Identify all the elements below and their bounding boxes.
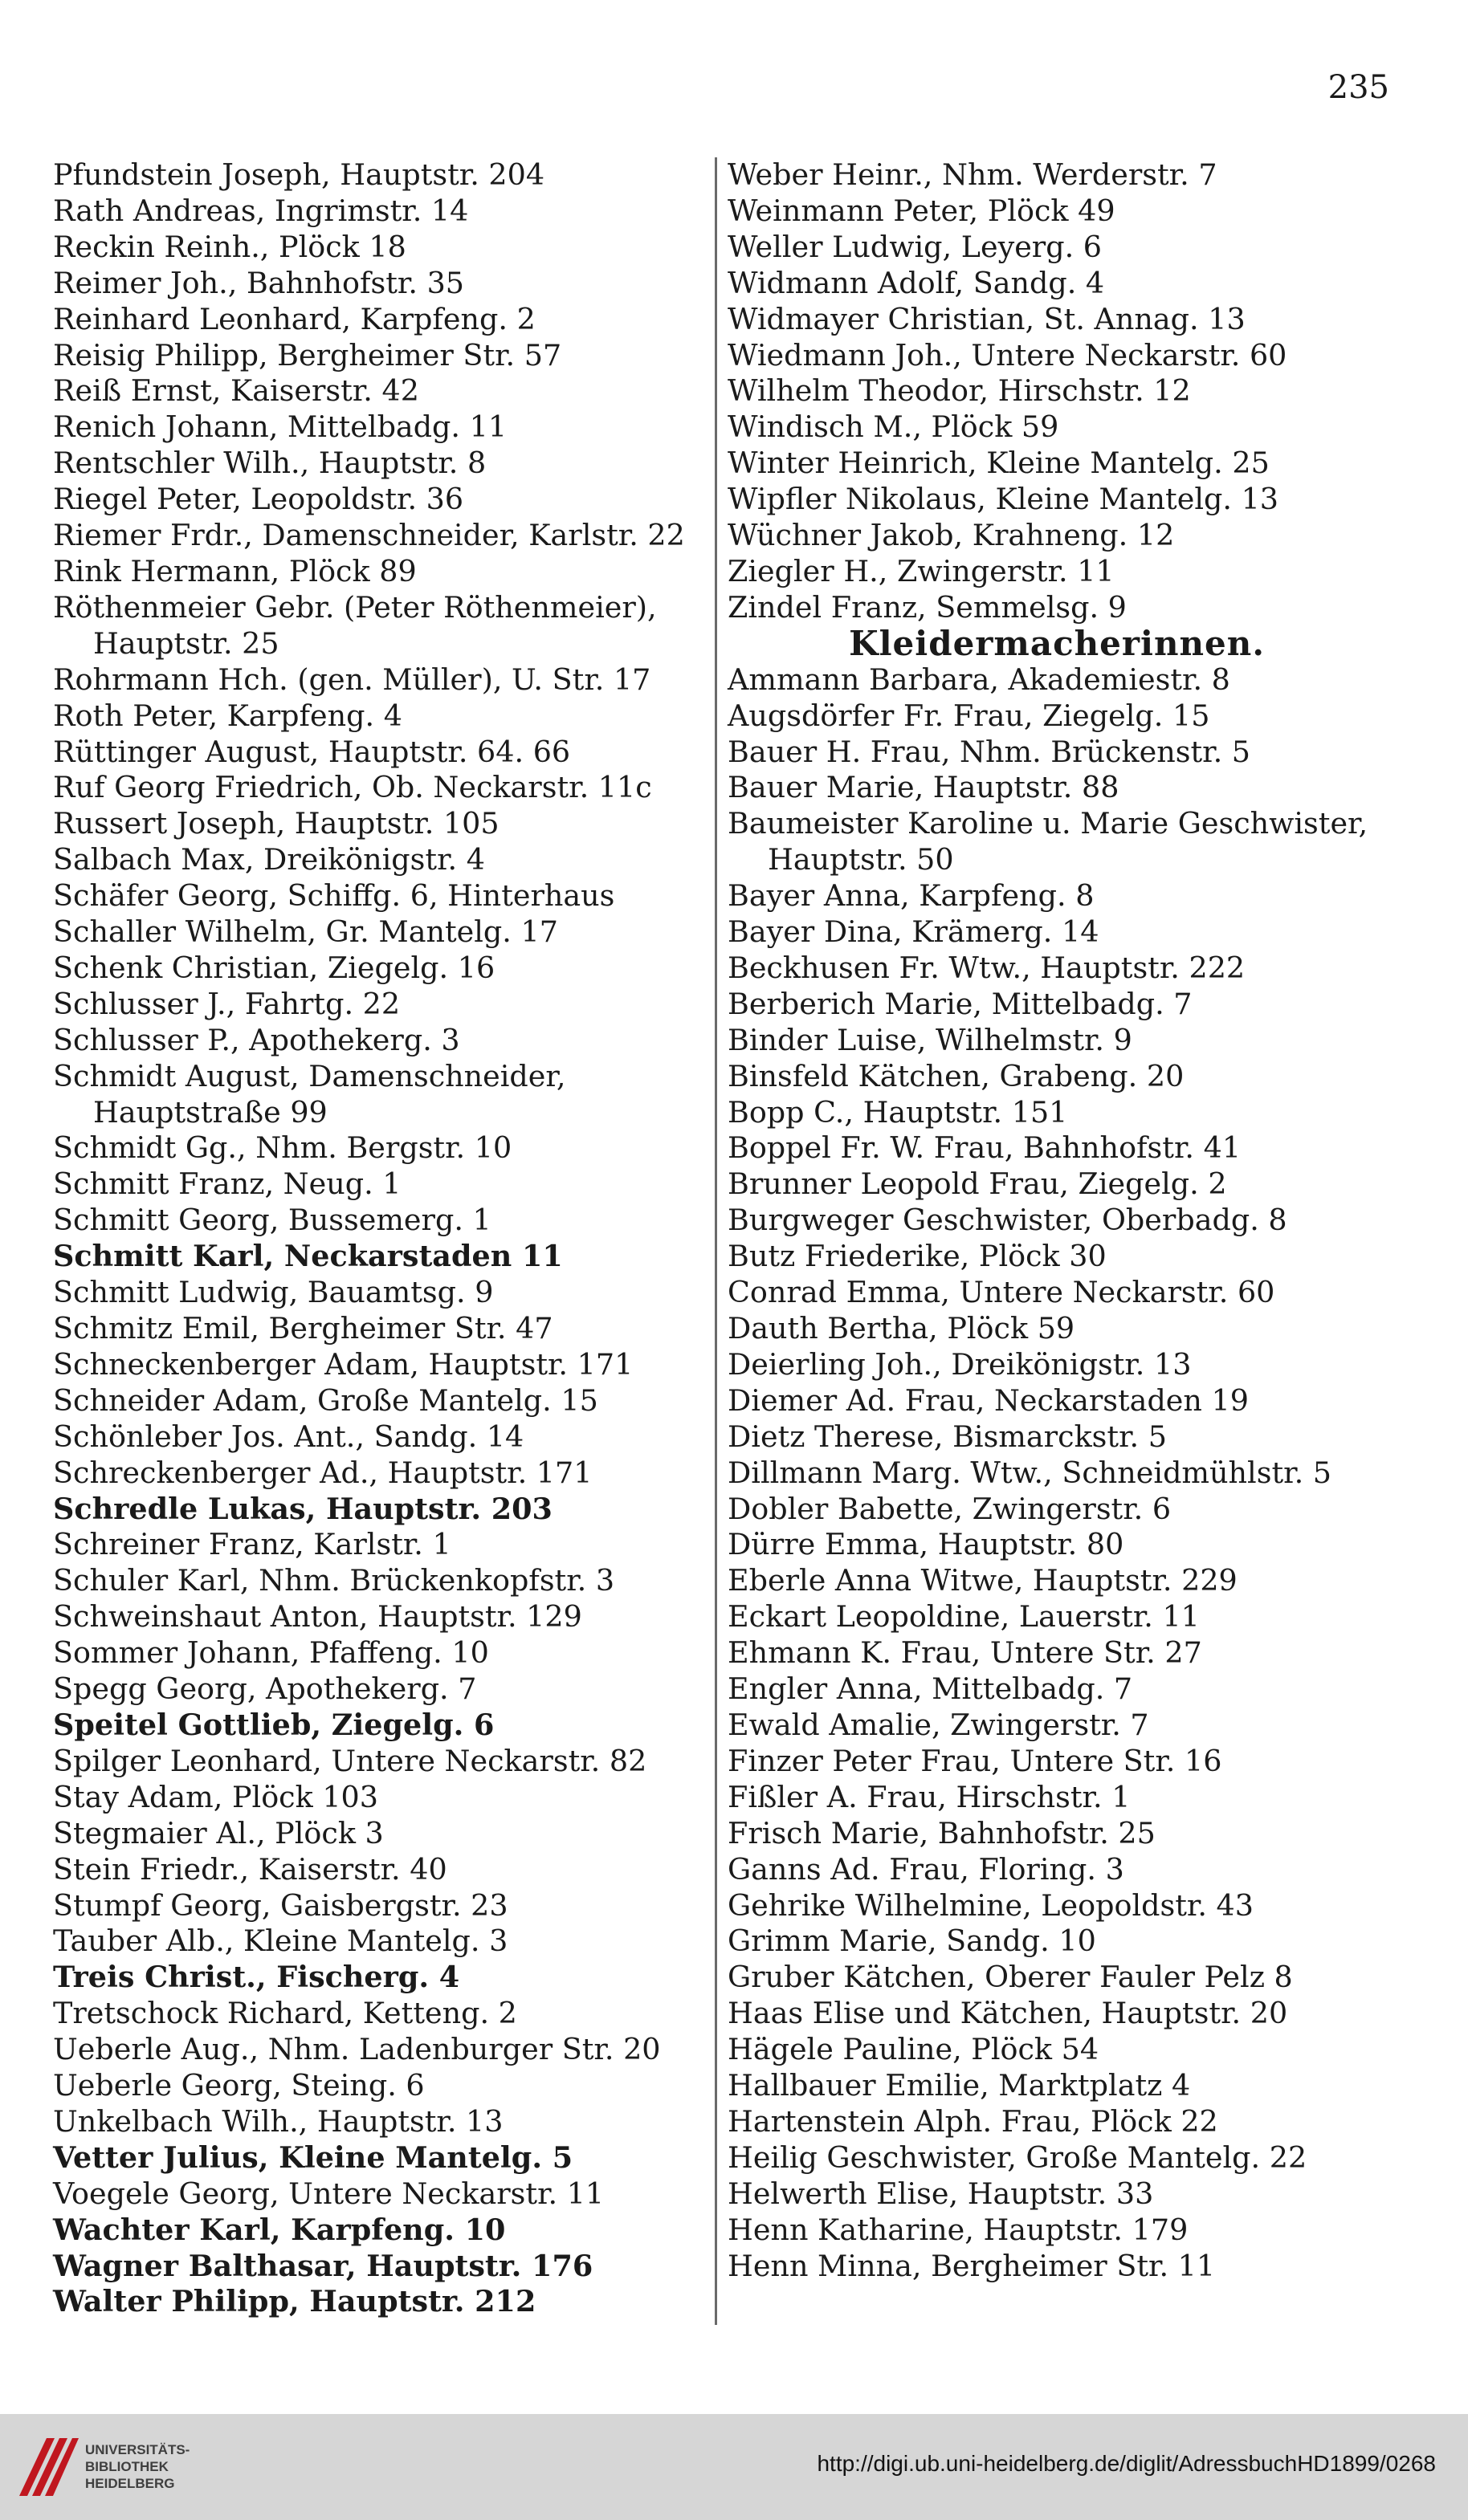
- directory-entry: Weller Ludwig, Leyerg. 6: [728, 229, 1103, 264]
- directory-entry: Treis Christ., Fischerg. 4: [53, 1960, 460, 1995]
- logo-line-1: UNIVERSITÄTS-: [85, 2442, 190, 2457]
- directory-entry: Walter Philipp, Hauptstr. 212: [53, 2284, 536, 2319]
- directory-entry: Wüchner Jakob, Krahneng. 12: [728, 518, 1175, 553]
- directory-entry: Schuler Karl, Nhm. Brückenkopfstr. 3: [53, 1563, 615, 1598]
- directory-entry: Schmidt August, Damenschneider, Hauptstraße 99: [53, 1058, 566, 1130]
- directory-entry: Rink Hermann, Plöck 89: [53, 553, 417, 588]
- directory-entry: Schweinshaut Anton, Hauptstr. 129: [53, 1599, 582, 1635]
- directory-entry: Schönleber Jos. Ant., Sandg. 14: [53, 1419, 524, 1454]
- directory-entry: Widmann Adolf, Sandg. 4: [728, 265, 1105, 300]
- directory-entry: Hallbauer Emilie, Marktplatz 4: [728, 2068, 1191, 2103]
- directory-entry: Renich Johann, Mittelbadg. 11: [53, 409, 508, 445]
- directory-entry: Bopp C., Hauptstr. 151: [728, 1094, 1068, 1130]
- directory-entry: Röthenmeier Gebr. (Peter Röthenmeier), Hauptstr. 25: [53, 589, 657, 661]
- directory-entry: Beckhusen Fr. Wtw., Hauptstr. 222: [728, 950, 1246, 985]
- directory-entry: Schenk Christian, Ziegelg. 16: [53, 950, 495, 985]
- directory-entry: Brunner Leopold Frau, Ziegelg. 2: [728, 1166, 1227, 1202]
- directory-entry: Grimm Marie, Sandg. 10: [728, 1924, 1096, 1959]
- directory-entry: Burgweger Geschwister, Oberbadg. 8: [728, 1203, 1287, 1238]
- directory-entry: Ziegler H., Zwingerstr. 11: [728, 553, 1115, 588]
- directory-entry: Schmitt Karl, Neckarstaden 11: [53, 1239, 563, 1274]
- directory-entry: Stay Adam, Plöck 103: [53, 1779, 378, 1814]
- directory-entry: Binder Luise, Wilhelmstr. 9: [728, 1022, 1132, 1057]
- source-url-link[interactable]: http://digi.ub.uni-heidelberg.de/diglit/AdressbuchHD1899/0268: [817, 2451, 1436, 2476]
- directory-entry: Frisch Marie, Bahnhofstr. 25: [728, 1815, 1156, 1850]
- directory-entry: Schaller Wilhelm, Gr. Mantelg. 17: [53, 914, 558, 950]
- right-column: [728, 157, 1386, 2284]
- directory-entry: Tauber Alb., Kleine Mantelg. 3: [53, 1924, 508, 1959]
- directory-entry: Finzer Peter Frau, Untere Str. 16: [728, 1743, 1222, 1778]
- directory-entry: Schmitt Franz, Neug. 1: [53, 1166, 402, 1202]
- directory-entry: Schäfer Georg, Schiffg. 6, Hinterhaus: [53, 878, 615, 914]
- directory-entry: Butz Friederike, Plöck 30: [728, 1239, 1107, 1274]
- directory-entry: Roth Peter, Karpfeng. 4: [53, 698, 402, 733]
- directory-entry: Berberich Marie, Mittelbadg. 7: [728, 986, 1193, 1021]
- directory-entry: Stein Friedr., Kaiserstr. 40: [53, 1851, 447, 1887]
- directory-entry: Windisch M., Plöck 59: [728, 409, 1059, 445]
- directory-entry: Zindel Franz, Semmelsg. 9: [728, 589, 1127, 625]
- directory-entry: Reimer Joh., Bahnhofstr. 35: [53, 265, 465, 300]
- directory-entry: Deierling Joh., Dreikönigstr. 13: [728, 1346, 1192, 1382]
- directory-entry: Ueberle Aug., Nhm. Ladenburger Str. 20: [53, 2032, 661, 2067]
- directory-entry: Diemer Ad. Frau, Neckarstaden 19: [728, 1382, 1249, 1418]
- directory-entry: Baumeister Karoline u. Marie Geschwister, Hauptstr. 50: [728, 806, 1368, 877]
- directory-entry: Unkelbach Wilh., Hauptstr. 13: [53, 2103, 504, 2139]
- directory-entry: Reinhard Leonhard, Karpfeng. 2: [53, 301, 536, 336]
- directory-entry: Rüttinger August, Hauptstr. 64. 66: [53, 734, 571, 769]
- page-number: 235: [1327, 69, 1389, 106]
- directory-entry: Wagner Balthasar, Hauptstr. 176: [53, 2248, 593, 2283]
- library-logo-icon: [14, 2432, 82, 2502]
- directory-entry: Speitel Gottlieb, Ziegelg. 6: [53, 1707, 495, 1742]
- directory-entry: Schneckenberger Adam, Hauptstr. 171: [53, 1346, 634, 1382]
- directory-entry: Vetter Julius, Kleine Mantelg. 5: [53, 2139, 573, 2175]
- directory-entry: Reckin Reinh., Plöck 18: [53, 229, 406, 264]
- directory-entry: Schmitt Ludwig, Bauamtsg. 9: [53, 1275, 494, 1310]
- directory-entry: Fißler A. Frau, Hirschstr. 1: [728, 1779, 1131, 1814]
- directory-entry: Weinmann Peter, Plöck 49: [728, 193, 1115, 228]
- column-divider: [715, 157, 717, 2325]
- directory-entry: Schmidt Gg., Nhm. Bergstr. 10: [53, 1130, 512, 1166]
- directory-entry: Henn Minna, Bergheimer Str. 11: [728, 2248, 1216, 2283]
- directory-entry: Binsfeld Kätchen, Grabeng. 20: [728, 1058, 1185, 1093]
- directory-entry: Spilger Leonhard, Untere Neckarstr. 82: [53, 1743, 647, 1778]
- footer-bar: [0, 2414, 1468, 2520]
- directory-entry: Widmayer Christian, St. Annag. 13: [728, 301, 1246, 336]
- directory-entry: Rath Andreas, Ingrimstr. 14: [53, 193, 469, 228]
- directory-entry: Weber Heinr., Nhm. Werderstr. 7: [728, 157, 1217, 192]
- directory-entry: Bayer Anna, Karpfeng. 8: [728, 878, 1095, 914]
- directory-entry: Schmitt Georg, Bussemerg. 1: [53, 1203, 491, 1238]
- directory-entry: Salbach Max, Dreikönigstr. 4: [53, 842, 485, 877]
- logo-line-3: HEIDELBERG: [85, 2476, 175, 2491]
- directory-entry: Dauth Bertha, Plöck 59: [728, 1311, 1075, 1345]
- directory-entry: Augsdörfer Fr. Frau, Ziegelg. 15: [728, 698, 1210, 733]
- directory-entry: Schmitz Emil, Bergheimer Str. 47: [53, 1311, 553, 1345]
- directory-entry: Eberle Anna Witwe, Hauptstr. 229: [728, 1563, 1238, 1598]
- directory-entry: Boppel Fr. W. Frau, Bahnhofstr. 41: [728, 1130, 1242, 1166]
- directory-entry: Schredle Lukas, Hauptstr. 203: [53, 1491, 553, 1526]
- directory-entry: Engler Anna, Mittelbadg. 7: [728, 1671, 1133, 1707]
- directory-entry: Henn Katharine, Hauptstr. 179: [728, 2212, 1189, 2247]
- directory-entry: Bayer Dina, Krämerg. 14: [728, 914, 1099, 950]
- directory-entry: Hartenstein Alph. Frau, Plöck 22: [728, 2103, 1218, 2139]
- directory-entry: Heilig Geschwister, Große Mantelg. 22: [728, 2139, 1307, 2175]
- directory-entry: Reisig Philipp, Bergheimer Str. 57: [53, 337, 562, 373]
- directory-entry: Stumpf Georg, Gaisbergstr. 23: [53, 1887, 508, 1923]
- directory-entry: Voegele Georg, Untere Neckarstr. 11: [53, 2176, 605, 2211]
- directory-entry: Conrad Emma, Untere Neckarstr. 60: [728, 1275, 1275, 1310]
- directory-entry: Riegel Peter, Leopoldstr. 36: [53, 482, 464, 517]
- logo-line-2: BIBLIOTHEK: [85, 2459, 169, 2474]
- directory-entry: Sommer Johann, Pfaffeng. 10: [53, 1635, 489, 1671]
- directory-entry: Schreckenberger Ad., Hauptstr. 171: [53, 1455, 593, 1490]
- directory-entry: Bauer Marie, Hauptstr. 88: [728, 770, 1119, 805]
- directory-entry: Spegg Georg, Apothekerg. 7: [53, 1671, 477, 1707]
- directory-entry: Ammann Barbara, Akademiestr. 8: [728, 662, 1230, 697]
- directory-entry: Ruf Georg Friedrich, Ob. Neckarstr. 11c: [53, 770, 652, 805]
- directory-entry: Dürre Emma, Hauptstr. 80: [728, 1527, 1124, 1562]
- directory-entry: Helwerth Elise, Hauptstr. 33: [728, 2176, 1154, 2211]
- directory-entry: Bauer H. Frau, Nhm. Brückenstr. 5: [728, 734, 1250, 769]
- directory-entry: Schlusser J., Fahrtg. 22: [53, 986, 401, 1021]
- directory-entry: Hägele Pauline, Plöck 54: [728, 2032, 1099, 2067]
- section-list: [728, 662, 1386, 2285]
- directory-entry: Ganns Ad. Frau, Floring. 3: [728, 1851, 1124, 1887]
- directory-entry: Schreiner Franz, Karlstr. 1: [53, 1527, 451, 1562]
- directory-entry: Winter Heinrich, Kleine Mantelg. 25: [728, 446, 1270, 481]
- directory-entry: Eckart Leopoldine, Lauerstr. 11: [728, 1599, 1200, 1635]
- directory-entry: Wachter Karl, Karpfeng. 10: [53, 2212, 506, 2247]
- directory-entry: Reiß Ernst, Kaiserstr. 42: [53, 373, 419, 409]
- directory-entry: Wipfler Nikolaus, Kleine Mantelg. 13: [728, 482, 1279, 517]
- directory-entry: Wilhelm Theodor, Hirschstr. 12: [728, 373, 1191, 409]
- directory-entry: Tretschock Richard, Ketteng. 2: [53, 1996, 517, 2031]
- directory-entry: Schneider Adam, Große Mantelg. 15: [53, 1382, 598, 1418]
- directory-entry: Gruber Kätchen, Oberer Fauler Pelz 8: [728, 1960, 1293, 1995]
- directory-entry: Ehmann K. Frau, Untere Str. 27: [728, 1635, 1202, 1671]
- directory-entry: Gehrike Wilhelmine, Leopoldstr. 43: [728, 1887, 1254, 1923]
- directory-entry: Schlusser P., Apothekerg. 3: [53, 1022, 460, 1057]
- library-logo-text: [85, 2441, 190, 2492]
- left-column: [53, 157, 713, 2320]
- directory-entry: Dietz Therese, Bismarckstr. 5: [728, 1419, 1167, 1454]
- directory-entry: Ueberle Georg, Steing. 6: [53, 2068, 425, 2103]
- section-heading: Kleidermacherinnen.: [849, 623, 1265, 663]
- right-column-top-list: [728, 157, 1386, 626]
- directory-entry: Ewald Amalie, Zwingerstr. 7: [728, 1707, 1149, 1742]
- directory-entry: Haas Elise und Kätchen, Hauptstr. 20: [728, 1996, 1288, 2031]
- directory-entry: Rohrmann Hch. (gen. Müller), U. Str. 17: [53, 662, 651, 697]
- directory-entry: Dillmann Marg. Wtw., Schneidmühlstr. 5: [728, 1455, 1331, 1490]
- directory-entry: Russert Joseph, Hauptstr. 105: [53, 806, 500, 841]
- directory-entry: Riemer Frdr., Damenschneider, Karlstr. 22: [53, 518, 685, 553]
- directory-entry: Stegmaier Al., Plöck 3: [53, 1815, 384, 1850]
- directory-entry: Wiedmann Joh., Untere Neckarstr. 60: [728, 337, 1287, 373]
- directory-entry: Dobler Babette, Zwingerstr. 6: [728, 1491, 1172, 1526]
- directory-entry: Rentschler Wilh., Hauptstr. 8: [53, 446, 487, 481]
- directory-entry: Pfundstein Joseph, Hauptstr. 204: [53, 157, 545, 192]
